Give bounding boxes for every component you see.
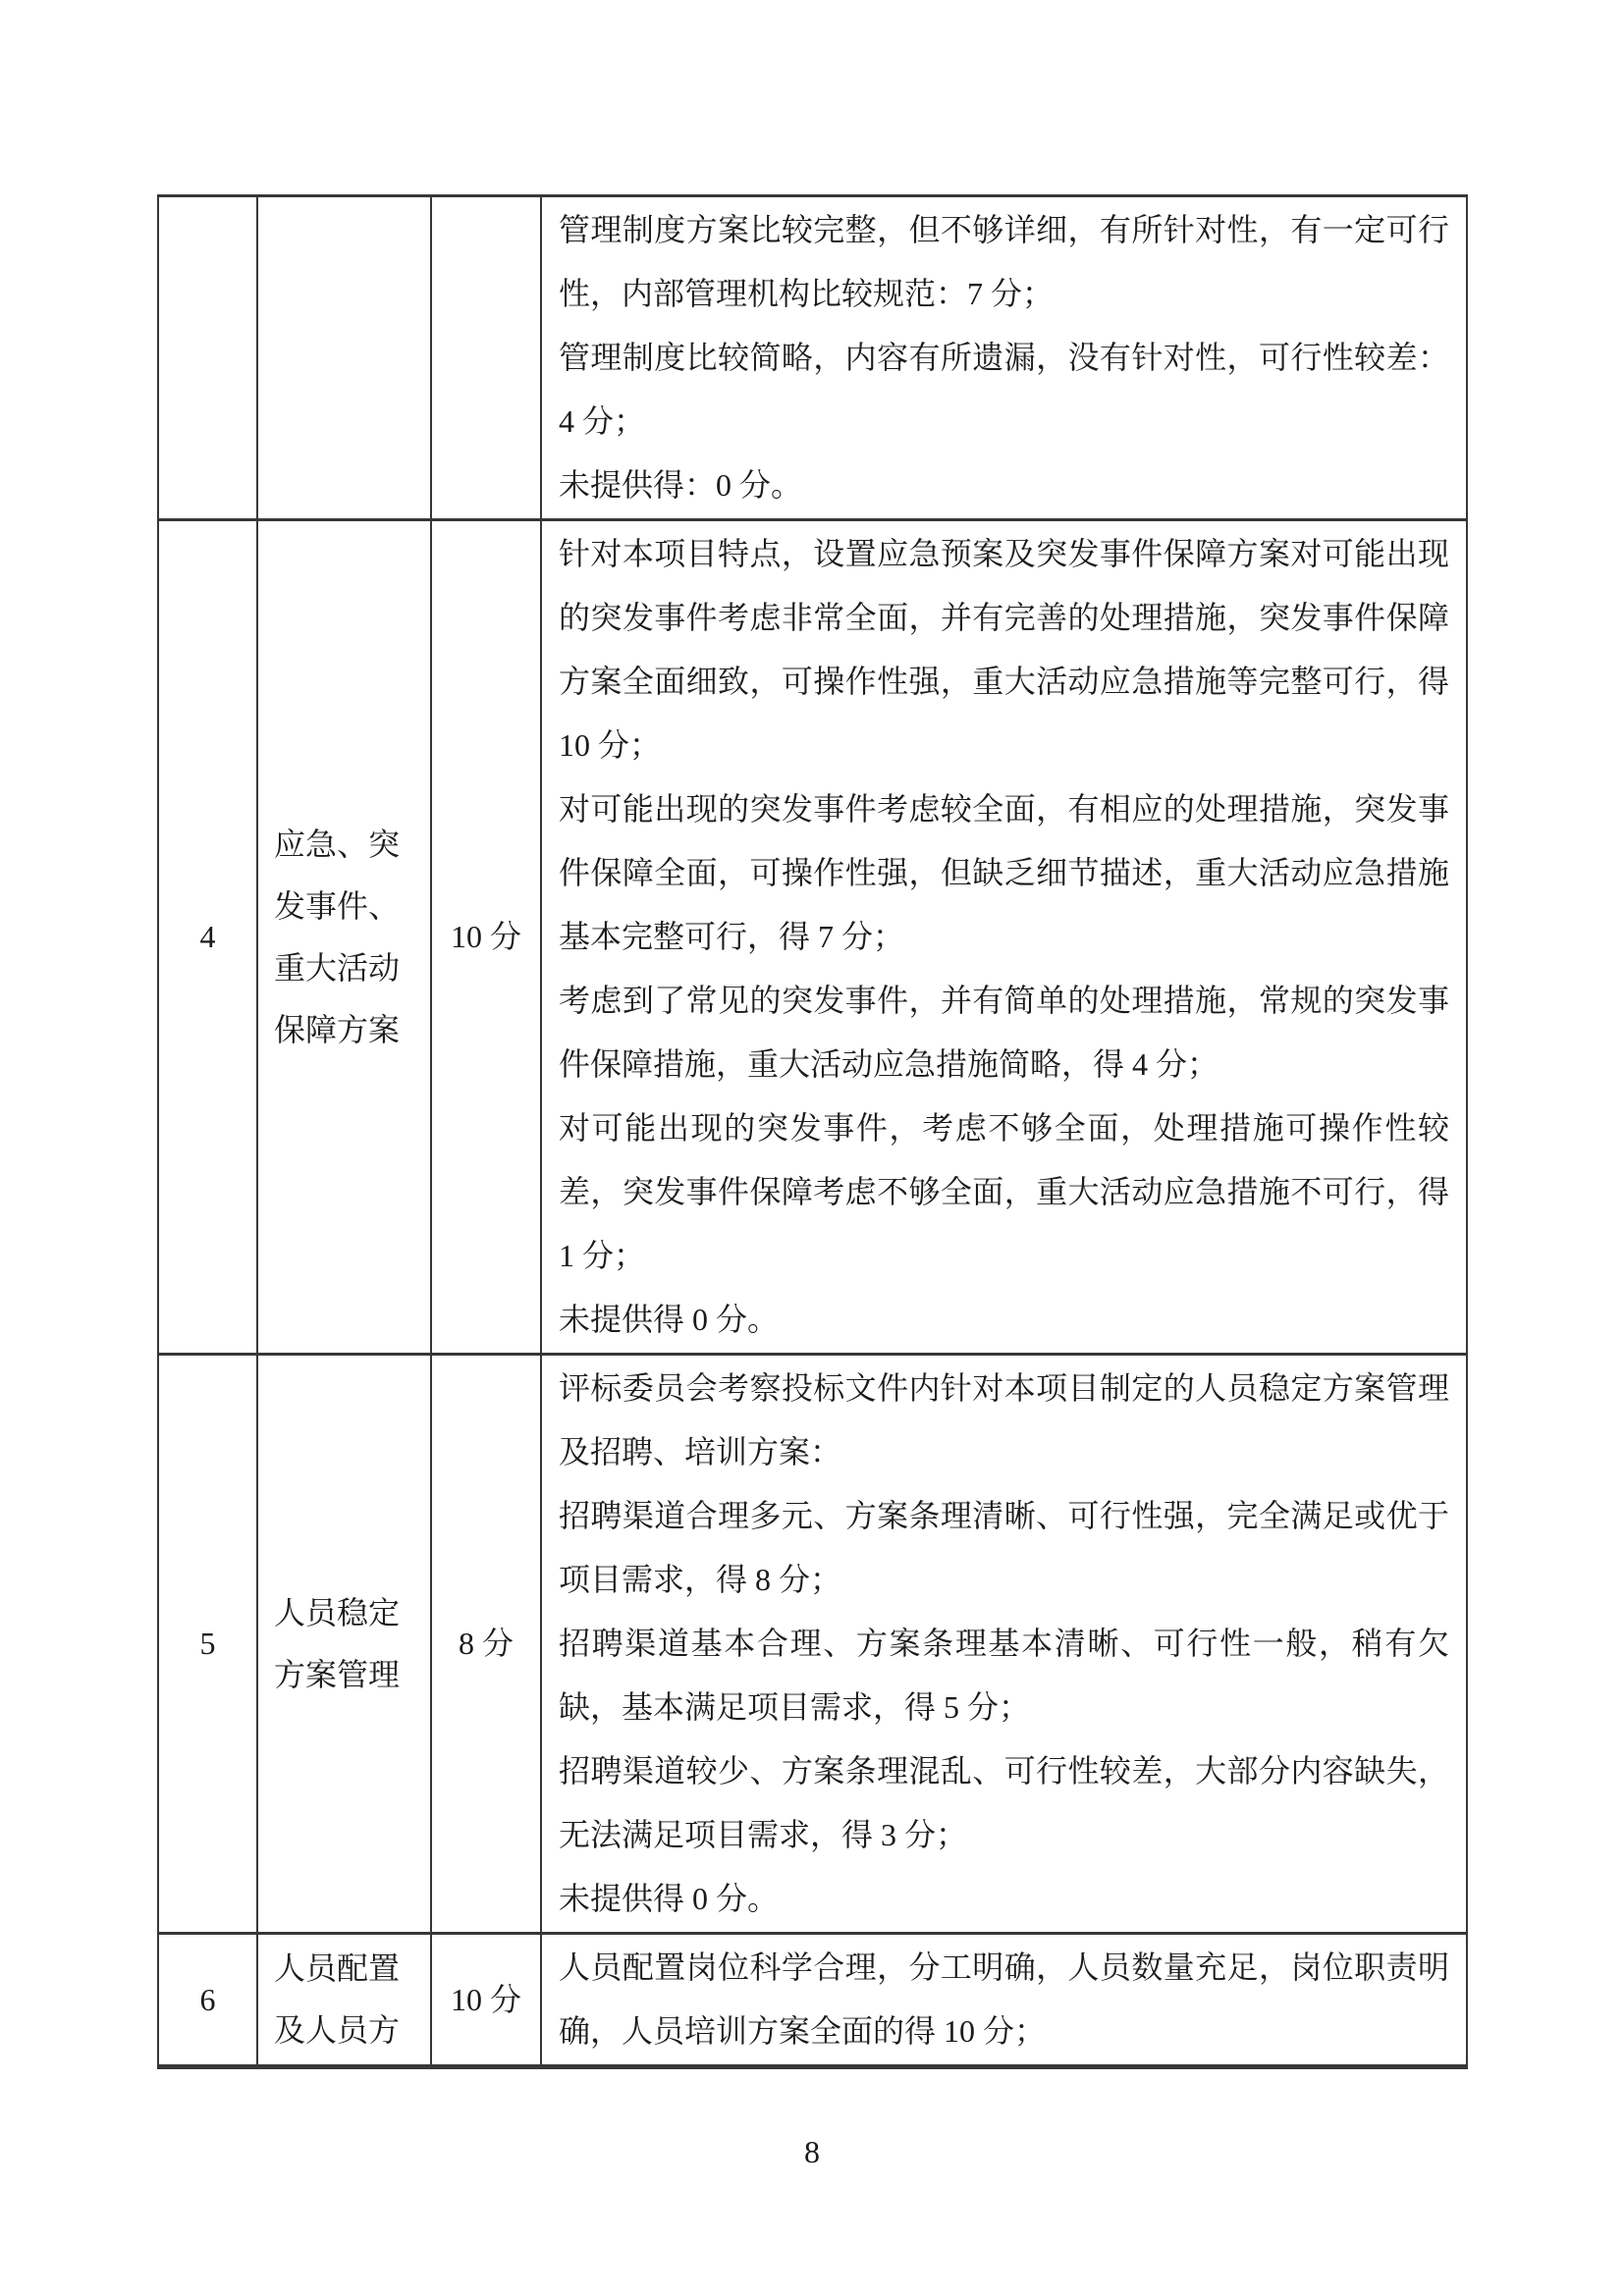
row-number-cell (158, 196, 257, 520)
criteria-paragraph: 未提供得 0 分。 (559, 1302, 780, 1337)
criteria-paragraph: 未提供得：0 分。 (559, 467, 803, 503)
evaluation-criteria-table (157, 194, 1468, 2069)
criteria-name-cell: 人员配置及人员方 (257, 1934, 431, 2067)
criteria-name-cell (257, 196, 431, 520)
description-text-block (559, 522, 1449, 1352)
table-row-4 (158, 520, 1467, 1355)
table-row-continued (158, 196, 1467, 520)
description-text-block (559, 1936, 1449, 2063)
criteria-paragraph: 对可能出现的突发事件，考虑不够全面，处理措施可操作性较差，突发事件保障考虑不够全面，重大活动应急措施不可行，得 1 分； (559, 1110, 1449, 1273)
criteria-description-cell (541, 196, 1467, 520)
criteria-description-cell (541, 1934, 1467, 2067)
score-cell: 10 分 (431, 1934, 541, 2067)
criteria-paragraph: 管理制度比较简略，内容有所遗漏，没有针对性，可行性较差：4 分； (559, 340, 1449, 439)
row-number-cell: 6 (158, 1934, 257, 2067)
criteria-description-cell (541, 1355, 1467, 1934)
description-text-block (559, 198, 1449, 517)
criteria-paragraph: 管理制度方案比较完整，但不够详细，有所针对性，有一定可行性，内部管理机构比较规范：7 分； (559, 212, 1449, 311)
criteria-paragraph: 人员配置岗位科学合理，分工明确，人员数量充足，岗位职责明确，人员培训方案全面的得 10 分； (559, 1949, 1449, 2049)
criteria-paragraph: 招聘渠道合理多元、方案条理清晰、可行性强，完全满足或优于项目需求，得 8 分； (559, 1498, 1449, 1597)
page-number: 8 (804, 2134, 820, 2169)
row-number-cell: 5 (158, 1355, 257, 1934)
description-text-block (559, 1357, 1449, 1931)
criteria-name-cell: 人员稳定方案管理 (257, 1355, 431, 1934)
criteria-paragraph: 招聘渠道较少、方案条理混乱、可行性较差，大部分内容缺失，无法满足项目需求，得 3 分； (559, 1753, 1449, 1852)
criteria-paragraph: 对可能出现的突发事件考虑较全面，有相应的处理措施，突发事件保障全面，可操作性强，但缺乏细节描述，重大活动应急措施基本完整可行，得 7 分； (559, 791, 1449, 954)
score-cell (431, 196, 541, 520)
criteria-paragraph: 未提供得 0 分。 (559, 1881, 780, 1916)
table-row-6 (158, 1934, 1467, 2067)
criteria-paragraph: 评标委员会考察投标文件内针对本项目制定的人员稳定方案管理及招聘、培训方案： (559, 1370, 1449, 1469)
score-cell: 8 分 (431, 1355, 541, 1934)
row-number-cell: 4 (158, 520, 257, 1355)
score-cell: 10 分 (431, 520, 541, 1355)
criteria-paragraph: 考虑到了常见的突发事件，并有简单的处理措施，常规的突发事件保障措施，重大活动应急措施简略，得 4 分； (559, 983, 1449, 1082)
criteria-name-cell: 应急、突发事件、重大活动保障方案 (257, 520, 431, 1355)
criteria-paragraph: 针对本项目特点，设置应急预案及突发事件保障方案对可能出现的突发事件考虑非常全面，并有完善的处理措施，突发事件保障方案全面细致，可操作性强，重大活动应急措施等完整可行，得 10 分； (559, 536, 1449, 763)
criteria-paragraph: 招聘渠道基本合理、方案条理基本清晰、可行性一般，稍有欠缺，基本满足项目需求，得 5 分； (559, 1626, 1449, 1725)
table-row-5 (158, 1355, 1467, 1934)
criteria-description-cell (541, 520, 1467, 1355)
